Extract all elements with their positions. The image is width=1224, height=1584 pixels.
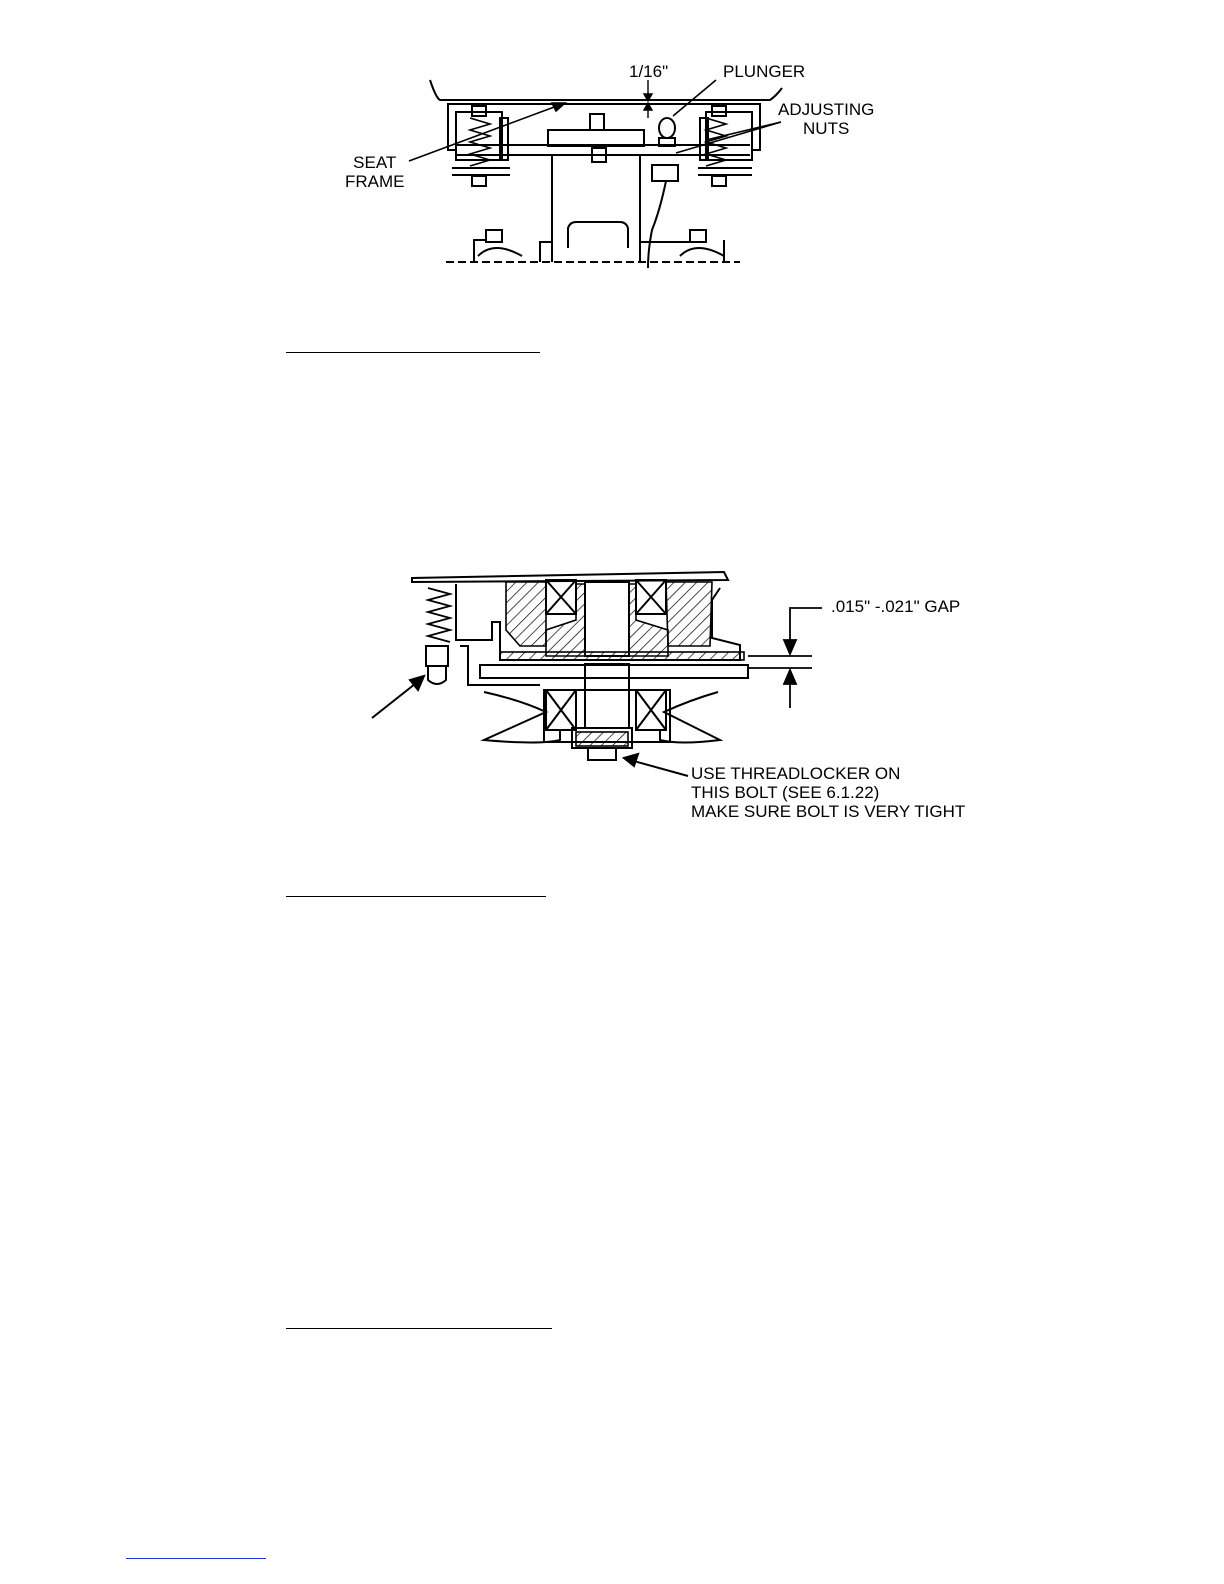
plunger-label: PLUNGER <box>723 62 806 81</box>
section-rule-3 <box>286 1328 552 1329</box>
adjusting-nuts-label: ADJUSTING NUTS <box>778 100 875 138</box>
threadlocker-note: USE THREADLOCKER ON THIS BOLT (SEE 6.1.22) MAKE SURE BOLT IS VERY TIGHT <box>691 764 966 821</box>
gap-label: 1/16" <box>629 62 669 81</box>
seat-frame-label: SEAT FRAME <box>345 153 405 191</box>
section-rule-1 <box>286 352 540 353</box>
clutch-diagram <box>0 540 1224 780</box>
section-rule-2 <box>286 896 546 897</box>
gap-spec-label: .015" -.021" GAP <box>831 597 961 616</box>
seat-switch-diagram <box>0 0 1224 300</box>
footnote-link-rule[interactable] <box>126 1558 266 1559</box>
